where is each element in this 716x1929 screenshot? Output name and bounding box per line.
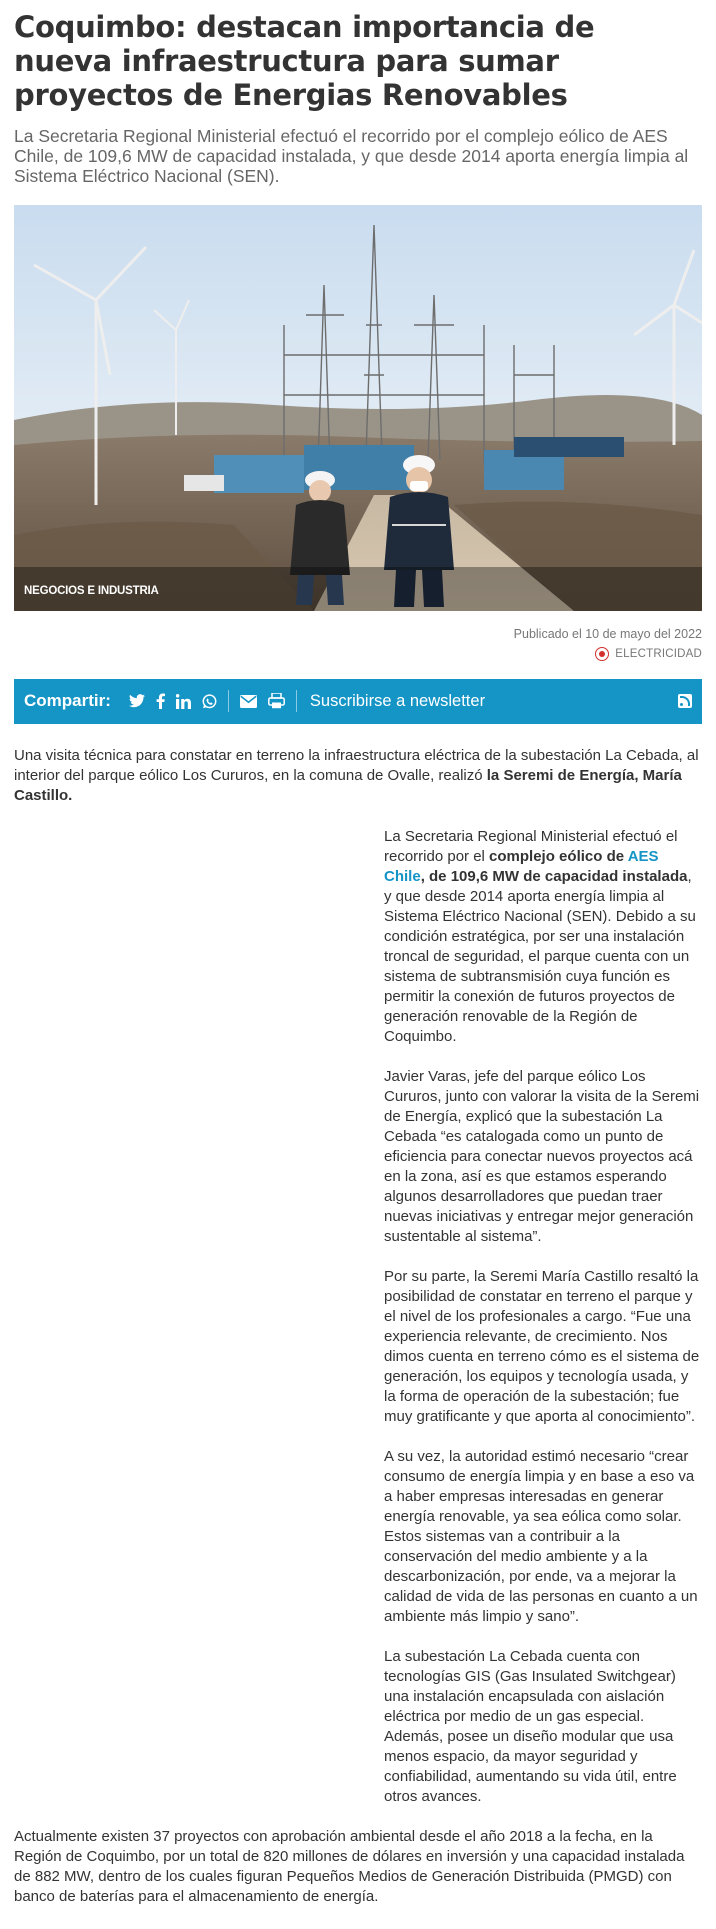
article-title: Coquimbo: destacan importancia de nueva infraestructura para sumar proyectos de Energias Renovables: [14, 10, 595, 112]
article-body: [14, 827, 702, 1907]
whatsapp-icon[interactable]: [202, 694, 217, 709]
paragraph-5: La subestación La Cebada cuenta con tecnologías GIS (Gas Insulated Switchgear) una instalación encapsulada con aislación eléctrica por medio de un gas especial. Además, posee un diseño modular que usa menos espacio, da mayor seguridad y confiabilidad, aumentando su vida útil, entre otros avances.: [384, 1647, 677, 1805]
p1-bold-a: complejo eólico de: [489, 847, 628, 865]
paragraph-4: A su vez, la autoridad estimó necesario “crear consumo de energía limpia y en base a eso va a haber empresas interesadas en generar energía renovable, ya sea eólica como solar. Estos sistemas van a contribuir a la conservación del medio ambiente y a la descarbonización, por ende, va a mejorar la calidad de vida de las personas en cuanto a un ambiente más limpio y sano”.: [384, 1447, 698, 1625]
intro-bold: la Seremi de Energía, María Castillo.: [14, 766, 682, 804]
p1-bold-b: , de 109,6 MW de capacidad instalada: [420, 867, 688, 885]
share-bar: [14, 679, 702, 724]
utility-icons: [240, 693, 285, 709]
facebook-icon[interactable]: [156, 693, 165, 709]
ad-placeholder: [14, 827, 384, 1804]
aes-chile-link[interactable]: AES Chile: [384, 847, 659, 885]
paragraph-2: Javier Varas, jefe del parque eólico Los Cururos, junto con valorar la visita de la Seremi de Energía, explicó que la subestación La Cebada “es catalogada como un punto de eficiencia para conectar nuevos proyectos acá en la zona, así es que estamos esperando algunos desarrolladores que puedan traer nuevas iniciativas y entregar mejor generación sustentable al sistema”.: [384, 1067, 700, 1245]
image-category-label[interactable]: NEGOCIOS E INDUSTRIA: [24, 585, 159, 597]
newsletter-divider: [296, 690, 297, 712]
paragraph-6: Actualmente existen 37 proyectos con aprobación ambiental desde el año 2018 a la fecha, en la Región de Coquimbo, por un total de 820 millones de dólares en inversión y una capacidad instalada de 882 MW, dentro de los cuales figuran Pequeños Medios de Generación Distribuida (PMGD) con banco de baterías para el almacenamiento de energía.: [14, 1827, 685, 1905]
image-category-overlay: [14, 567, 702, 611]
article-lead: La Secretaria Regional Ministerial efectuó el recorrido por el complejo eólico de AES Chile, de 109,6 MW de capacidad instalada, y que desde 2014 aporta energía limpia al Sistema Eléctrico Nacional (SEN).: [14, 126, 689, 186]
electricity-icon: [595, 647, 609, 661]
rss-icon[interactable]: [678, 694, 692, 708]
share-icons: [129, 693, 217, 709]
wind-farm-photo: [14, 205, 702, 611]
print-icon[interactable]: [268, 693, 285, 709]
linkedin-icon[interactable]: [176, 694, 191, 709]
newsletter-link[interactable]: Suscribirse a newsletter: [309, 691, 486, 710]
publish-date: Publicado el 10 de mayo del 2022: [513, 627, 702, 641]
category-tag[interactable]: [595, 645, 702, 664]
p1-text-a: La Secretaria Regional Ministerial efectuó el recorrido por el: [384, 827, 678, 865]
intro-text: Una visita técnica para constatar en terreno la infraestructura eléctrica de la subestación La Cebada, al interior del parque eólico Los Cururos, en la comuna de Ovalle, realizó: [14, 746, 699, 784]
share-label: Compartir:: [24, 691, 111, 710]
category-label[interactable]: ELECTRICIDAD: [615, 647, 702, 660]
email-icon[interactable]: [240, 695, 257, 708]
hero-image[interactable]: [14, 205, 702, 611]
p1-text-b: , y que desde 2014 aporta energía limpia al Sistema Eléctrico Nacional (SEN). Debido a su condición estratégica, por ser una instalación troncal de seguridad, el parque cuenta con un sistema de subtransmisión cuya función es permitir la conexión de futuros proyectos de generación renovable de la Región de Coquimbo.: [384, 867, 696, 1045]
intro-paragraph: [14, 746, 702, 806]
article-meta: [14, 625, 702, 664]
twitter-icon[interactable]: [129, 694, 145, 708]
share-divider: [228, 690, 229, 712]
paragraph-3: Por su parte, la Seremi María Castillo resaltó la posibilidad de constatar en terreno el parque y el nivel de los profesionales a cargo. “Fue una experiencia relevante, de crecimiento. Nos dimos cuenta en terreno cómo es el sistema de generación, los equipos y tecnología usada, y la forma de operación de la subestación; fue muy gratificante y que aporta al conocimiento”.: [384, 1267, 700, 1425]
